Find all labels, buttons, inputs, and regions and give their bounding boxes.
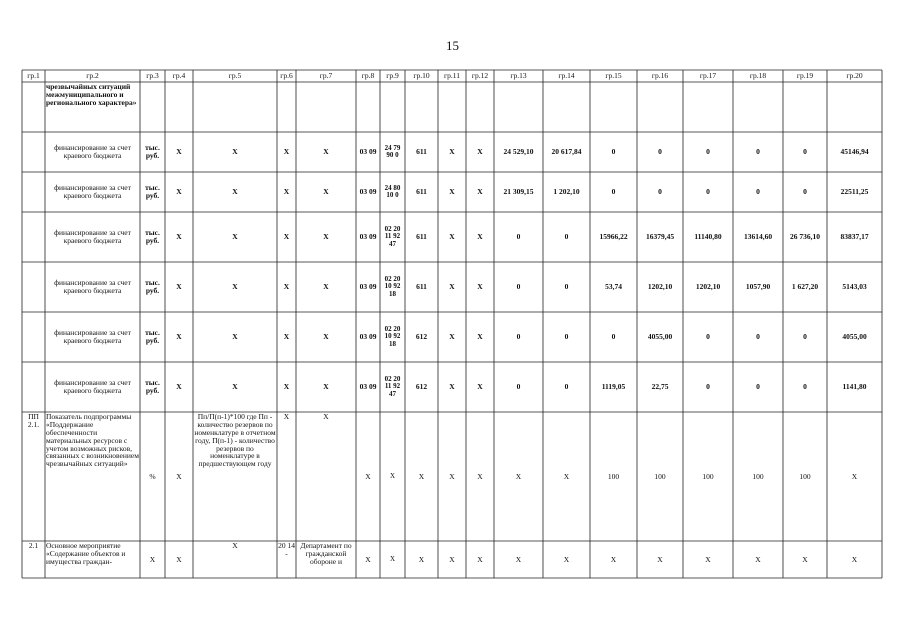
cell-r2-c20: 45146,94: [840, 147, 869, 157]
column-header-12: гр.12: [471, 71, 489, 81]
cell-r1-c16: [638, 83, 682, 131]
cell-r5-c17: 1202,10: [695, 282, 721, 292]
cell-r1-c19: [784, 83, 826, 131]
cell-r1-c2: чрезвычайных ситуаций межмуниципального и регионального характера»: [46, 83, 137, 107]
cell-r9-c3: X: [149, 554, 156, 564]
cell-r8-c15: 100: [607, 471, 620, 481]
column-header-7: гр.7: [319, 71, 333, 81]
cell-r3-c6: X: [283, 187, 290, 197]
cell-r4-c6: X: [283, 232, 290, 242]
cell-r6-c10: 612: [415, 332, 428, 342]
cell-r6-c12: X: [477, 332, 483, 342]
cell-r4-c20: 83837,17: [840, 232, 869, 242]
cell-r5-c16: 1202,10: [647, 282, 673, 292]
cell-r4-c5: X: [232, 232, 238, 242]
cell-r3-c15: 0: [611, 187, 616, 197]
cell-r8-c14: X: [563, 471, 570, 481]
column-header-19: гр.19: [796, 71, 814, 81]
cell-r7-c8: 03 09: [359, 382, 377, 392]
cell-r2-c14: 20 617,84: [551, 147, 582, 157]
cell-r8-c7: X: [323, 413, 329, 421]
cell-r7-c12: X: [477, 382, 483, 392]
cell-r9-c17: X: [705, 554, 711, 564]
cell-r5-c4: X: [176, 282, 182, 292]
cell-r7-c16: 22,75: [651, 382, 669, 392]
cell-r4-c15: 15966,22: [599, 232, 628, 242]
cell-r4-c7: X: [323, 232, 329, 242]
cell-r8-c12: X: [477, 471, 483, 481]
cell-r9-c2: Основное мероприятие «Содержание объектов и имущества граждан-: [46, 542, 126, 566]
cell-r7-c1: [23, 363, 44, 411]
cell-r2-c10: 611: [416, 147, 427, 157]
cell-r9-c13: X: [515, 554, 522, 564]
column-header-10: гр.10: [413, 71, 430, 81]
cell-r6-c8: 03 09: [359, 332, 377, 342]
cell-r7-c11: X: [449, 382, 455, 392]
cell-r4-c3: тыс. руб.: [145, 228, 160, 245]
cell-r8-c8: X: [365, 471, 371, 481]
cell-r8-c2: Показатель подпрограммы «Поддержание обеспеченности материальных ресурсов с учетом возможных рисков, связанных с возникновением чрезвычайных ситуаций»: [46, 413, 139, 469]
cell-r1-c5: [194, 83, 276, 131]
cell-r9-c9: X: [389, 554, 396, 563]
cell-r4-c12: X: [477, 232, 483, 242]
cell-r1-c9: [381, 83, 404, 131]
cell-r8-c5: Пп/П(п-1)*100 где Пп - количество резервов по номенклатуре в отчетном году, П(п-1) - количество резервов по номенклатуре в предшествующем году: [194, 413, 276, 469]
cell-r7-c14: 0: [564, 382, 569, 392]
cell-r7-c10: 612: [415, 382, 428, 392]
cell-r4-c16: 16379,45: [645, 232, 675, 242]
cell-r6-c20: 4055,00: [842, 332, 867, 342]
cell-r7-c6: X: [283, 382, 290, 392]
cell-r5-c11: X: [449, 282, 455, 292]
column-header-4: гр.4: [172, 71, 186, 81]
cell-r3-c1: [23, 173, 44, 211]
cell-r9-c16: X: [657, 554, 663, 564]
cell-r1-c12: [467, 83, 493, 131]
cell-r6-c1: [23, 313, 44, 361]
cell-r7-c7: X: [323, 382, 329, 392]
cell-r2-c6: X: [283, 147, 290, 157]
cell-r7-c13: 0: [516, 382, 521, 392]
cell-r4-c10: 611: [416, 232, 427, 242]
cell-r5-c18: 1057,90: [745, 282, 771, 292]
cell-r9-c5: X: [232, 542, 238, 550]
column-header-8: гр.8: [361, 71, 375, 81]
cell-r5-c2: финансирование за счет краевого бюджета: [54, 278, 131, 295]
cell-r4-c8: 03 09: [359, 232, 377, 242]
cell-r6-c16: 4055,00: [647, 332, 673, 342]
column-header-20: гр.20: [846, 71, 863, 81]
cell-r8-c9: X: [389, 471, 396, 480]
cell-r5-c10: 611: [416, 282, 427, 292]
cell-r2-c18: 0: [756, 147, 760, 157]
column-header-2: гр.2: [86, 71, 99, 81]
cell-r2-c8: 03 09: [359, 147, 377, 157]
cell-r3-c19: 0: [803, 187, 807, 197]
cell-r1-c15: [591, 83, 636, 131]
cell-r7-c19: 0: [803, 382, 807, 392]
cell-r3-c7: X: [323, 187, 329, 197]
cell-r3-c5: X: [232, 187, 238, 197]
column-header-11: гр.11: [444, 71, 460, 81]
cell-r5-c12: X: [477, 282, 483, 292]
cell-r1-c4: [166, 83, 192, 131]
cell-r6-c6: X: [283, 332, 290, 342]
cell-r1-c8: [357, 83, 379, 131]
cell-r3-c16: 0: [658, 187, 662, 197]
cell-r6-c3: тыс. руб.: [145, 328, 160, 345]
cell-r6-c5: X: [232, 332, 238, 342]
cell-r6-c15: 0: [611, 332, 616, 342]
cell-r5-c9: 02 20 10 92 18: [384, 274, 401, 298]
cell-r4-c17: 11140,80: [694, 232, 722, 242]
cell-r5-c3: тыс. руб.: [145, 278, 160, 295]
page-number: 15: [446, 38, 459, 53]
cell-r8-c16: 100: [654, 471, 666, 481]
cell-r6-c19: 0: [803, 332, 807, 342]
cell-r2-c17: 0: [706, 147, 710, 157]
cell-r3-c12: X: [477, 187, 483, 197]
cell-r4-c13: 0: [516, 232, 521, 242]
cell-r7-c18: 0: [756, 382, 760, 392]
cell-r6-c13: 0: [516, 332, 521, 342]
cell-r9-c12: X: [477, 554, 483, 564]
cell-r3-c3: тыс. руб.: [145, 183, 160, 200]
cell-r9-c10: X: [418, 554, 425, 564]
cell-r5-c1: [23, 263, 44, 311]
cell-r4-c19: 26 736,10: [790, 232, 820, 242]
cell-r3-c10: 611: [416, 187, 427, 197]
cell-r4-c18: 13614,60: [743, 232, 773, 242]
cell-r3-c17: 0: [706, 187, 710, 197]
cell-r1-c6: [278, 83, 295, 131]
cell-r6-c2: финансирование за счет краевого бюджета: [54, 328, 131, 345]
column-header-17: гр.17: [699, 71, 717, 81]
cell-r2-c19: 0: [803, 147, 807, 157]
cell-r1-c20: [828, 83, 881, 131]
cell-r1-c7: [297, 83, 355, 131]
cell-r9-c7: Департамент по гражданской обороне и: [300, 542, 352, 566]
cell-r8-c20: X: [851, 471, 858, 481]
cell-r3-c11: X: [449, 187, 455, 197]
cell-r6-c14: 0: [564, 332, 569, 342]
cell-r8-c11: X: [449, 471, 455, 481]
cell-r1-c10: [406, 83, 437, 131]
cell-r5-c13: 0: [516, 282, 521, 292]
cell-r5-c7: X: [323, 282, 329, 292]
cell-r2-c5: X: [232, 147, 238, 157]
cell-r3-c13: 21 309,15: [503, 187, 534, 197]
column-header-13: гр.13: [510, 71, 527, 81]
cell-r6-c7: X: [323, 332, 329, 342]
cell-r8-c4: X: [176, 471, 182, 481]
cell-r7-c20: 1141,80: [842, 382, 867, 392]
cell-r2-c1: [23, 133, 44, 171]
cell-r6-c17: 0: [706, 332, 710, 342]
cell-r8-c19: 100: [799, 471, 811, 481]
cell-r2-c12: X: [477, 147, 483, 157]
column-header-14: гр.14: [558, 71, 575, 81]
cell-r4-c4: X: [176, 232, 182, 242]
column-header-1: гр.1: [27, 71, 40, 81]
column-header-6: гр.6: [280, 71, 293, 81]
cell-r3-c9: 24 80 10 0: [384, 183, 401, 199]
cell-r8-c3: %: [149, 471, 156, 481]
cell-r9-c11: X: [449, 554, 455, 564]
cell-r9-c18: X: [755, 554, 761, 564]
cell-r1-c3: [141, 83, 164, 131]
cell-r5-c19: 1 627,20: [791, 282, 819, 292]
cell-r7-c17: 0: [706, 382, 710, 392]
cell-r1-c11: [439, 83, 465, 131]
cell-r2-c7: X: [323, 147, 329, 157]
cell-r7-c3: тыс. руб.: [145, 378, 160, 395]
cell-r7-c15: 1119,05: [601, 382, 626, 392]
cell-r5-c20: 5143,03: [842, 282, 867, 292]
cell-r3-c2: финансирование за счет краевого бюджета: [54, 183, 131, 200]
cell-r7-c9: 02 20 11 92 47: [384, 374, 401, 398]
cell-r7-c2: финансирование за счет краевого бюджета: [54, 378, 131, 395]
cell-r9-c15: X: [610, 554, 617, 564]
cell-r8-c17: 100: [702, 471, 714, 481]
cell-r3-c14: 1 202,10: [553, 187, 580, 197]
cell-r8-c10: X: [418, 471, 425, 481]
cell-r2-c2: финансирование за счет краевого бюджета: [54, 143, 131, 160]
cell-r1-c18: [734, 83, 782, 131]
cell-r2-c13: 24 529,10: [503, 147, 534, 157]
cell-r7-c4: X: [176, 382, 182, 392]
column-header-9: гр.9: [386, 71, 399, 81]
cell-r9-c20: X: [851, 554, 858, 564]
cell-r6-c11: X: [449, 332, 455, 342]
cell-r1-c17: [684, 83, 732, 131]
cell-r6-c18: 0: [756, 332, 760, 342]
cell-r2-c11: X: [449, 147, 455, 157]
cell-r8-c1: ПП 2.1.: [27, 413, 40, 429]
cell-r5-c15: 53,74: [605, 282, 622, 292]
cell-r5-c5: X: [232, 282, 238, 292]
cell-r4-c11: X: [449, 232, 455, 242]
cell-r3-c4: X: [176, 187, 182, 197]
cell-r6-c9: 02 20 10 92 18: [384, 324, 401, 348]
cell-r1-c1: [23, 83, 44, 131]
column-header-16: гр.16: [651, 71, 669, 81]
cell-r9-c8: X: [365, 554, 371, 564]
cell-r8-c18: 100: [752, 471, 764, 481]
cell-r9-c14: X: [563, 554, 570, 564]
cell-r5-c8: 03 09: [359, 282, 377, 292]
cell-r9-c4: X: [176, 554, 182, 564]
cell-r2-c9: 24 79 90 0: [384, 143, 401, 159]
cell-r1-c14: [544, 83, 589, 131]
cell-r4-c14: 0: [564, 232, 569, 242]
cell-r6-c4: X: [176, 332, 182, 342]
cell-r4-c2: финансирование за счет краевого бюджета: [54, 228, 131, 245]
column-header-15: гр.15: [605, 71, 622, 81]
cell-r8-c13: X: [515, 471, 522, 481]
cell-r4-c9: 02 20 11 92 47: [384, 224, 401, 248]
column-header-5: гр.5: [228, 71, 242, 81]
cell-r3-c20: 22511,25: [840, 187, 869, 197]
cell-r5-c6: X: [283, 282, 290, 292]
cell-r9-c6: 20 14 -: [278, 542, 295, 558]
cell-r9-c1: 2.1: [28, 542, 39, 550]
column-header-3: гр.3: [146, 71, 159, 81]
cell-r5-c14: 0: [564, 282, 569, 292]
cell-r2-c4: X: [176, 147, 182, 157]
cell-r3-c8: 03 09: [359, 187, 377, 197]
cell-r3-c18: 0: [756, 187, 760, 197]
cell-r7-c5: X: [232, 382, 238, 392]
cell-r8-c6: X: [283, 413, 290, 421]
cell-r2-c15: 0: [611, 147, 616, 157]
cell-r4-c1: [23, 213, 44, 261]
cell-r9-c19: X: [802, 554, 808, 564]
cell-r2-c16: 0: [658, 147, 662, 157]
cell-r1-c13: [495, 83, 542, 131]
column-header-18: гр.18: [749, 71, 767, 81]
cell-r2-c3: тыс. руб.: [145, 143, 160, 160]
